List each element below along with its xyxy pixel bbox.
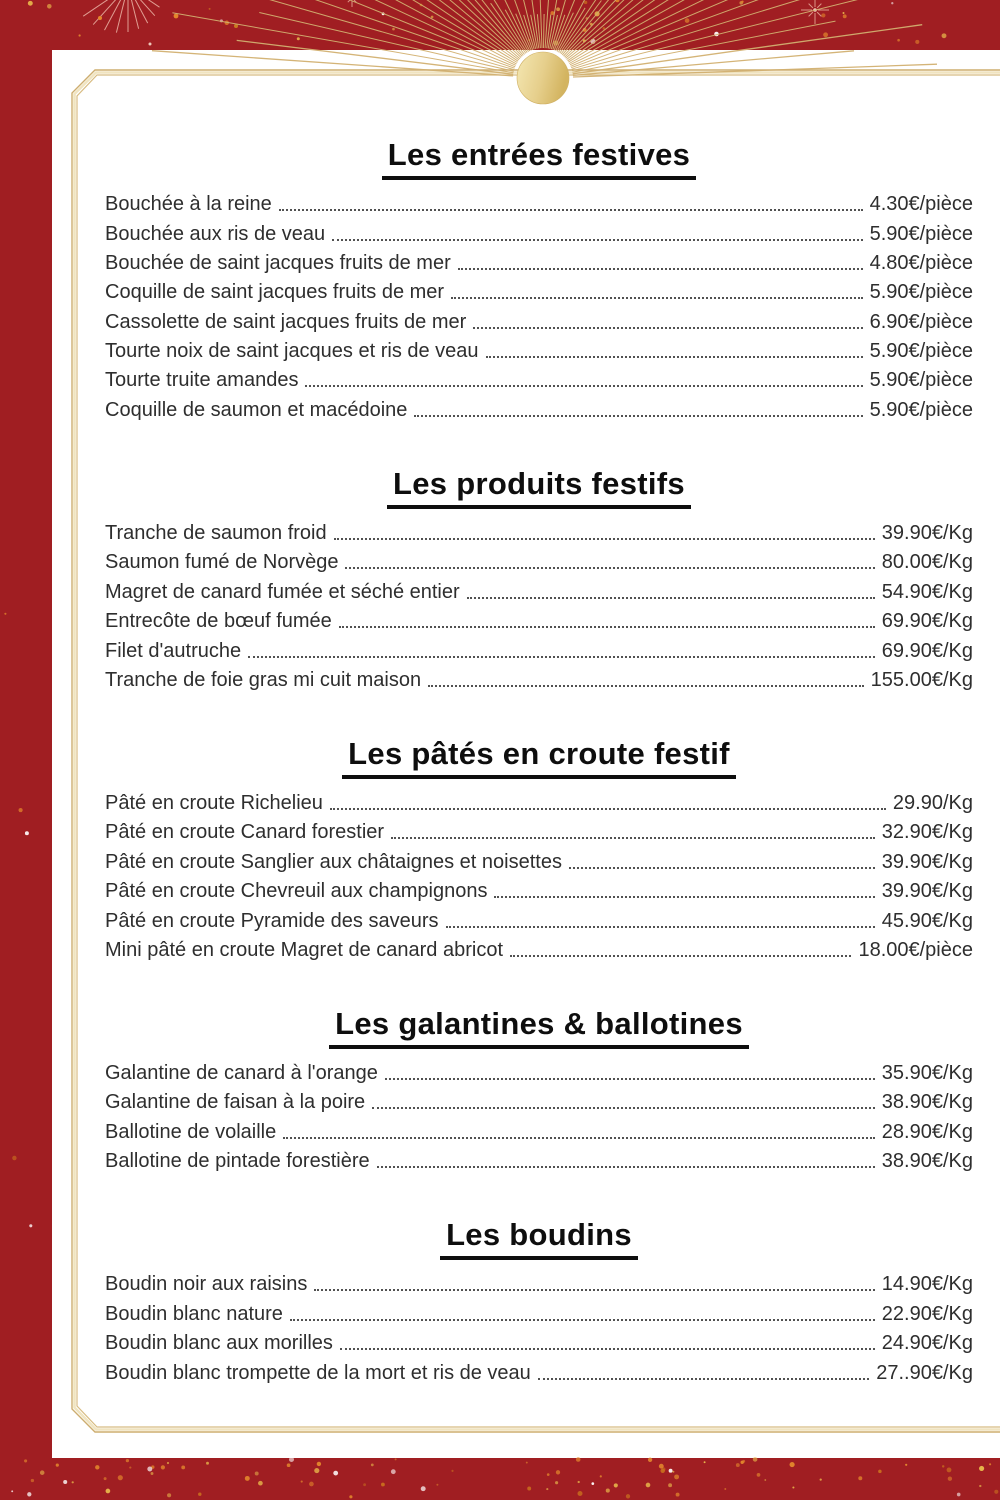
item-name: Boudin blanc trompette de la mort et ris de veau (105, 1361, 531, 1384)
item-price: 24.90€/Kg (881, 1332, 973, 1355)
dot-leader (538, 1378, 869, 1380)
dot-leader (283, 1137, 875, 1139)
item-name: Bouchée à la reine (105, 193, 272, 216)
menu-item-row (105, 1115, 973, 1144)
dot-leader (334, 538, 875, 540)
menu-section (105, 138, 973, 423)
section-items (105, 1268, 973, 1386)
menu-item-row (105, 904, 973, 933)
section-heading (105, 737, 973, 779)
menu-item-row (105, 1268, 973, 1297)
item-price: 69.90€/Kg (881, 639, 973, 662)
section-items (105, 787, 973, 963)
menu-item-row (105, 1086, 973, 1115)
section-heading (105, 1007, 973, 1049)
item-name: Bouchée de saint jacques fruits de mer (105, 251, 451, 274)
dot-leader (414, 415, 862, 417)
dot-leader (473, 327, 862, 329)
dot-leader (467, 597, 875, 599)
dot-leader (340, 1348, 875, 1350)
menu-item-row (105, 335, 973, 364)
dot-leader (446, 926, 875, 928)
item-price: 39.90€/Kg (881, 521, 973, 544)
paper (52, 50, 1000, 1458)
item-price: 45.90€/Kg (881, 909, 973, 932)
item-price: 4.80€/pièce (869, 251, 973, 274)
item-price: 39.90€/Kg (881, 850, 973, 873)
menu-item-row (105, 517, 973, 546)
item-price: 5.90€/pièce (869, 281, 973, 304)
item-name: Tranche de foie gras mi cuit maison (105, 668, 422, 691)
menu-content (52, 50, 1000, 1386)
item-price: 32.90€/Kg (881, 821, 973, 844)
menu-item-row (105, 1057, 973, 1086)
section-title: Les pâtés en croute festif (342, 737, 736, 779)
item-price: 38.90€/Kg (881, 1150, 973, 1173)
item-name: Galantine de canard à l'orange (105, 1062, 378, 1085)
dot-leader (494, 896, 874, 898)
item-name: Saumon fumé de Norvège (105, 551, 339, 574)
item-name: Ballotine de volaille (105, 1120, 277, 1143)
item-name: Boudin blanc nature (105, 1302, 283, 1325)
dot-leader (372, 1107, 875, 1109)
menu-item-row (105, 664, 973, 693)
section-items (105, 188, 973, 423)
section-title: Les entrées festives (382, 138, 696, 180)
dot-leader (451, 297, 863, 299)
firework-icon (83, 0, 238, 46)
section-heading (105, 1218, 973, 1260)
item-price: 38.90€/Kg (881, 1091, 973, 1114)
menu-sections (105, 138, 973, 1386)
dot-leader (345, 567, 874, 569)
item-price: 54.90€/Kg (881, 580, 973, 603)
item-price: 5.90€/pièce (869, 369, 973, 392)
menu-item-row (105, 787, 973, 816)
dot-leader (330, 808, 886, 810)
section-items (105, 1057, 973, 1175)
menu-section (105, 1007, 973, 1174)
item-name: Boudin noir aux raisins (105, 1273, 308, 1296)
menu-item-row (105, 816, 973, 845)
dot-leader (377, 1166, 875, 1168)
dot-leader (428, 685, 864, 687)
item-price: 18.00€/pièce (858, 938, 973, 961)
dot-leader (332, 239, 862, 241)
menu-item-row (105, 634, 973, 663)
section-heading (105, 138, 973, 180)
item-name: Boudin blanc aux morilles (105, 1332, 333, 1355)
item-price: 27..90€/Kg (876, 1361, 973, 1384)
item-name: Filet d'autruche (105, 639, 242, 662)
item-name: Magret de canard fumée et séché entier (105, 580, 460, 603)
item-price: 22.90€/Kg (881, 1302, 973, 1325)
menu-item-row (105, 1297, 973, 1326)
dot-leader (458, 268, 863, 270)
dot-leader (248, 656, 875, 658)
menu-item-row (105, 546, 973, 575)
section-title: Les produits festifs (387, 467, 691, 509)
item-price: 5.90€/pièce (869, 398, 973, 421)
dot-leader (486, 356, 863, 358)
item-price: 35.90€/Kg (881, 1062, 973, 1085)
section-heading (105, 467, 973, 509)
dot-leader (314, 1289, 874, 1291)
item-name: Pâté en croute Chevreuil aux champignons (105, 880, 488, 903)
dot-leader (305, 385, 862, 387)
menu-section (105, 1218, 973, 1385)
item-name: Tranche de saumon froid (105, 521, 327, 544)
item-name: Ballotine de pintade forestière (105, 1150, 370, 1173)
item-name: Pâté en croute Sanglier aux châtaignes et noisettes (105, 850, 562, 873)
menu-item-row (105, 1356, 973, 1385)
menu-section (105, 737, 973, 963)
item-name: Pâté en croute Richelieu (105, 792, 323, 815)
menu-item-row (105, 188, 973, 217)
menu-item-row (105, 364, 973, 393)
item-price: 4.30€/pièce (869, 193, 973, 216)
item-price: 5.90€/pièce (869, 222, 973, 245)
menu-item-row (105, 605, 973, 634)
dot-leader (279, 209, 863, 211)
item-price: 14.90€/Kg (881, 1273, 973, 1296)
item-name: Coquille de saint jacques fruits de mer (105, 281, 445, 304)
section-title: Les boudins (440, 1218, 638, 1260)
item-price: 29.90/Kg (892, 792, 973, 815)
dot-leader (339, 626, 875, 628)
item-price: 6.90€/pièce (869, 310, 973, 333)
menu-item-row (105, 1327, 973, 1356)
menu-item-row (105, 1145, 973, 1174)
item-price: 69.90€/Kg (881, 610, 973, 633)
sparkle-icon (343, 0, 829, 24)
item-name: Pâté en croute Canard forestier (105, 821, 385, 844)
menu-section (105, 467, 973, 693)
section-title: Les galantines & ballotines (329, 1007, 749, 1049)
dot-leader (569, 867, 875, 869)
menu-item-row (105, 845, 973, 874)
item-price: 28.90€/Kg (881, 1120, 973, 1143)
item-name: Coquille de saumon et macédoine (105, 398, 408, 421)
menu-item-row (105, 276, 973, 305)
item-name: Mini pâté en croute Magret de canard abricot (105, 938, 503, 961)
item-name: Galantine de faisan à la poire (105, 1091, 366, 1114)
item-name: Tourte truite amandes (105, 369, 299, 392)
menu-item-row (105, 217, 973, 246)
item-name: Entrecôte de bœuf fumée (105, 610, 332, 633)
item-price: 80.00€/Kg (881, 551, 973, 574)
item-name: Bouchée aux ris de veau (105, 222, 326, 245)
item-name: Tourte noix de saint jacques et ris de veau (105, 340, 479, 363)
dot-leader (510, 955, 851, 957)
menu-item-row (105, 305, 973, 334)
dot-leader (290, 1319, 875, 1321)
menu-item-row (105, 393, 973, 422)
menu-item-row (105, 247, 973, 276)
item-name: Cassolette de saint jacques fruits de mer (105, 310, 467, 333)
menu-item-row (105, 575, 973, 604)
menu-item-row (105, 934, 973, 963)
dot-leader (391, 837, 875, 839)
item-price: 155.00€/Kg (870, 668, 973, 691)
item-name: Pâté en croute Pyramide des saveurs (105, 909, 439, 932)
item-price: 39.90€/Kg (881, 880, 973, 903)
item-price: 5.90€/pièce (869, 340, 973, 363)
dot-leader (385, 1078, 875, 1080)
section-items (105, 517, 973, 693)
menu-item-row (105, 875, 973, 904)
